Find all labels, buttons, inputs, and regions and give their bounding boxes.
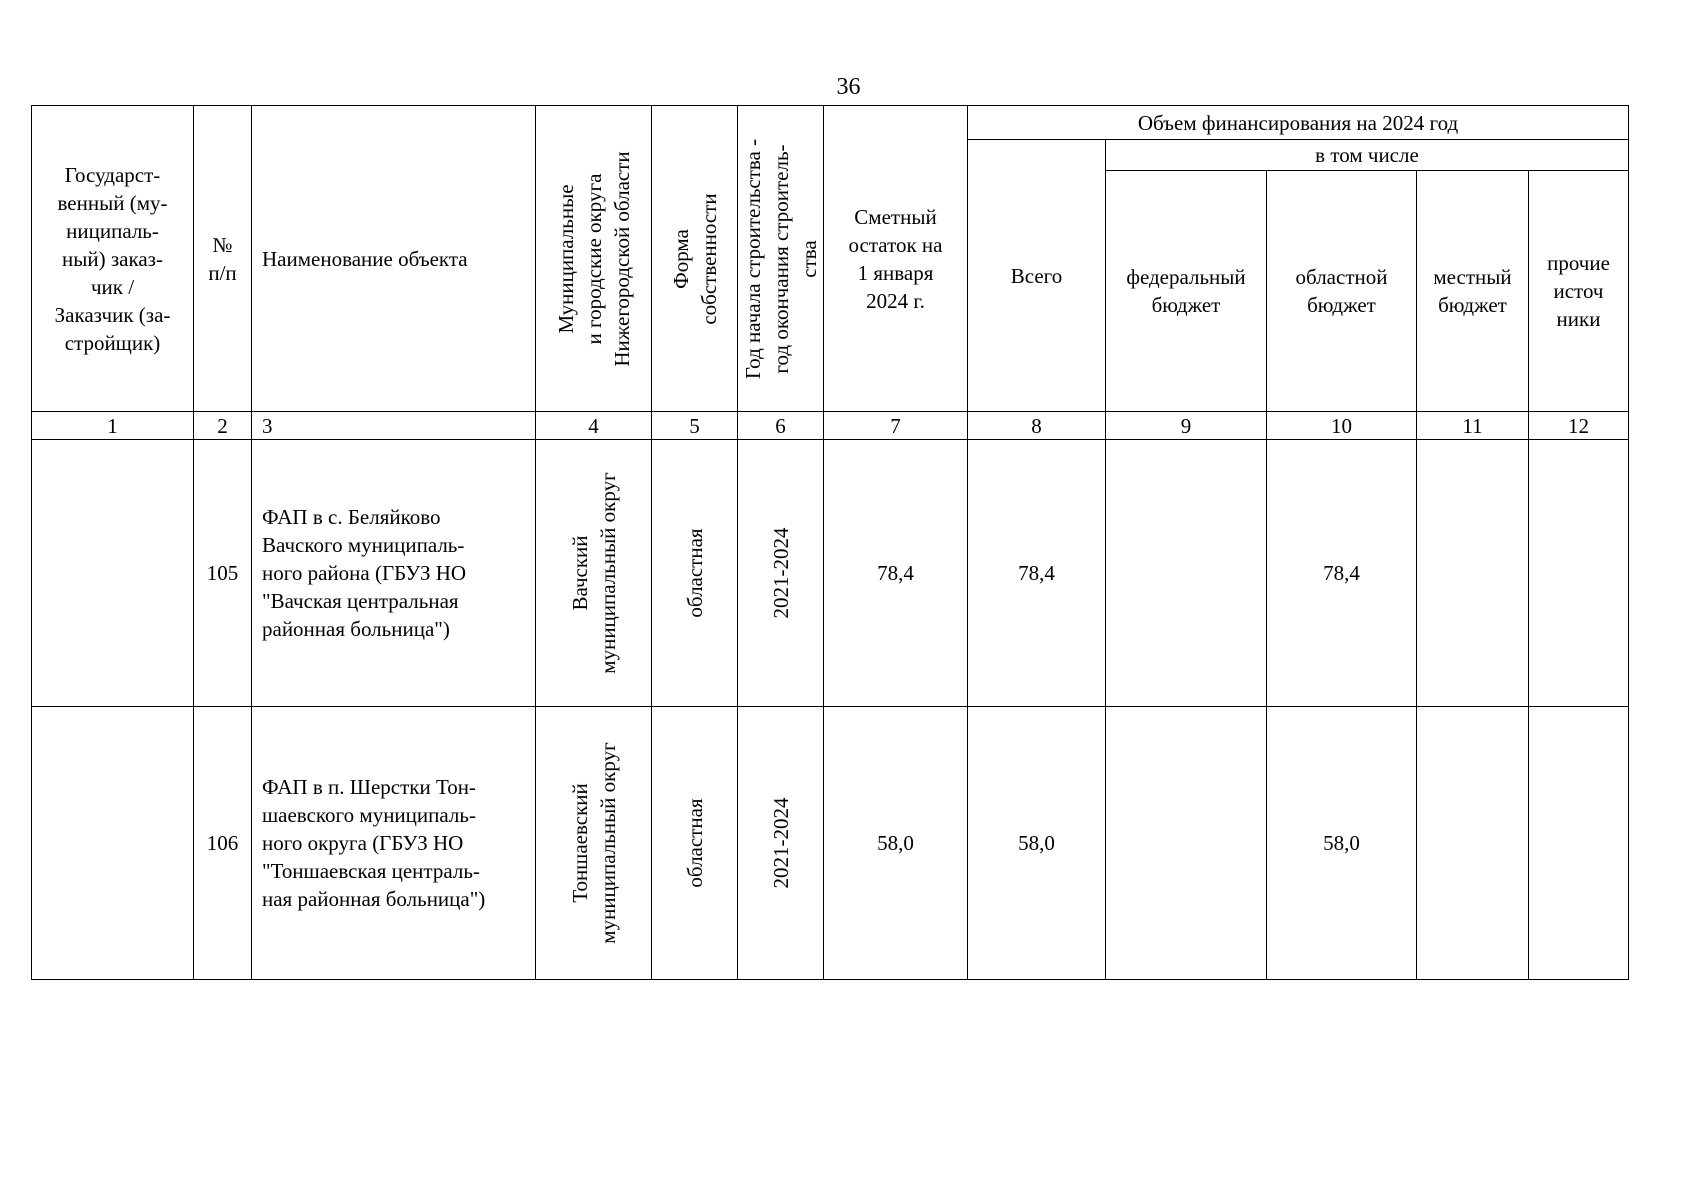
header-customer-line: Государст- [64, 162, 161, 187]
header-districts-line: и городские округа [581, 173, 606, 344]
header-districts [536, 106, 652, 412]
object-name-line: "Тоншаевская централь- [262, 859, 480, 883]
header-years-line: год окончания строитель- [768, 143, 793, 374]
financing-table [31, 105, 1629, 980]
cell-federal [1106, 707, 1267, 980]
object-name-line: районная больница") [262, 617, 450, 641]
header-other-line: прочие [1547, 251, 1610, 275]
cell-district [536, 440, 652, 707]
page-number: 36 [836, 74, 861, 100]
column-number: 11 [1417, 412, 1529, 440]
header-row-number [194, 106, 252, 412]
cell-object-name [252, 440, 536, 707]
header-districts-line: Муниципальные [553, 183, 578, 334]
header-regional-line: бюджет [1307, 293, 1376, 317]
header-other-line: источ [1553, 279, 1604, 303]
header-customer-line: венный (му- [57, 190, 168, 215]
object-name-line: Вачского муниципаль- [262, 533, 465, 557]
column-number: 6 [738, 412, 824, 440]
header-local-line: бюджет [1438, 293, 1507, 317]
header-federal-line: федеральный [1126, 265, 1246, 289]
header-balance [824, 106, 968, 412]
header-balance-line: остаток на [848, 232, 943, 257]
header-federal [1106, 171, 1267, 412]
cell-total: 58,0 [968, 707, 1106, 980]
table-row [32, 440, 1629, 707]
header-federal-line: бюджет [1151, 293, 1221, 317]
cell-years [738, 707, 824, 980]
cell-object-name [252, 707, 536, 980]
header-object-name-text: Наименование объекта [262, 246, 468, 271]
cell-other [1529, 440, 1629, 707]
header-total: Всего [968, 140, 1106, 412]
header-including: в том числе [1106, 140, 1629, 171]
column-number: 4 [536, 412, 652, 440]
cell-ownership [652, 707, 738, 980]
header-customer-line: Заказчик (за- [54, 302, 171, 327]
header-districts-line: Нижегородской области [609, 150, 634, 367]
cell-number: 106 [194, 707, 252, 980]
column-number: 7 [824, 412, 968, 440]
header-customer-line: ный) заказ- [62, 246, 163, 271]
cell-local [1417, 440, 1529, 707]
header-years-line: Год начала строительства - [740, 138, 765, 379]
cell-years [738, 440, 824, 707]
header-balance-line: Сметный [854, 204, 937, 229]
header-ownership-line: собственности [696, 192, 721, 325]
header-balance-line: 2024 г. [866, 288, 925, 313]
header-customer-line: ниципаль- [66, 218, 159, 243]
column-number: 3 [252, 412, 536, 440]
district-line: муниципальный округ [595, 472, 620, 674]
cell-other [1529, 707, 1629, 980]
years-text: 2021-2024 [768, 797, 793, 889]
cell-local [1417, 707, 1529, 980]
column-number: 8 [968, 412, 1106, 440]
object-name-line: "Вачская центральная [262, 589, 459, 613]
cell-regional: 58,0 [1267, 707, 1417, 980]
years-text: 2021-2024 [768, 527, 793, 619]
object-name-line: ного района (ГБУЗ НО [262, 561, 467, 585]
column-number: 9 [1106, 412, 1267, 440]
cell-district [536, 707, 652, 980]
header-number-sign: № [212, 232, 233, 257]
header-other-line: ники [1556, 307, 1601, 331]
column-number: 12 [1529, 412, 1629, 440]
cell-number: 105 [194, 440, 252, 707]
cell-regional: 78,4 [1267, 440, 1417, 707]
column-number: 5 [652, 412, 738, 440]
header-years [738, 106, 824, 412]
header-customer-line: стройщик) [64, 330, 161, 355]
cell-total: 78,4 [968, 440, 1106, 707]
column-number: 2 [194, 412, 252, 440]
cell-federal [1106, 440, 1267, 707]
district-line: муниципальный округ [595, 742, 620, 944]
object-name-line: ФАП в с. Беляйково [262, 505, 441, 529]
header-ownership-line: Форма [668, 228, 693, 289]
column-number: 1 [32, 412, 194, 440]
cell-balance: 78,4 [824, 440, 968, 707]
object-name-line: шаевского муниципаль- [262, 803, 476, 827]
header-funding-title: Объем финансирования на 2024 год [968, 106, 1629, 140]
header-regional-line: областной [1295, 265, 1388, 289]
header-pp: п/п [208, 260, 237, 285]
header-object-name [252, 106, 536, 412]
column-number: 10 [1267, 412, 1417, 440]
object-name-line: ного округа (ГБУЗ НО [262, 831, 464, 855]
header-local [1417, 171, 1529, 412]
header-ownership [652, 106, 738, 412]
header-regional [1267, 171, 1417, 412]
cell-ownership [652, 440, 738, 707]
cell-balance: 58,0 [824, 707, 968, 980]
ownership-text: областная [682, 798, 707, 888]
object-name-line: ная районная больница") [262, 887, 486, 911]
cell-customer [32, 440, 194, 707]
header-years-line: ства [796, 239, 821, 278]
header-local-line: местный [1433, 265, 1512, 289]
object-name-line: ФАП в п. Шерстки Тон- [262, 775, 476, 799]
header-customer-line: чик / [90, 274, 135, 299]
ownership-text: областная [682, 528, 707, 618]
district-line: Вачский [567, 535, 592, 611]
header-customer [32, 106, 194, 412]
table-row [32, 707, 1629, 980]
cell-customer [32, 707, 194, 980]
header-balance-line: 1 января [857, 260, 934, 285]
district-line: Тоншаевский [567, 783, 592, 903]
header-other [1529, 171, 1629, 412]
